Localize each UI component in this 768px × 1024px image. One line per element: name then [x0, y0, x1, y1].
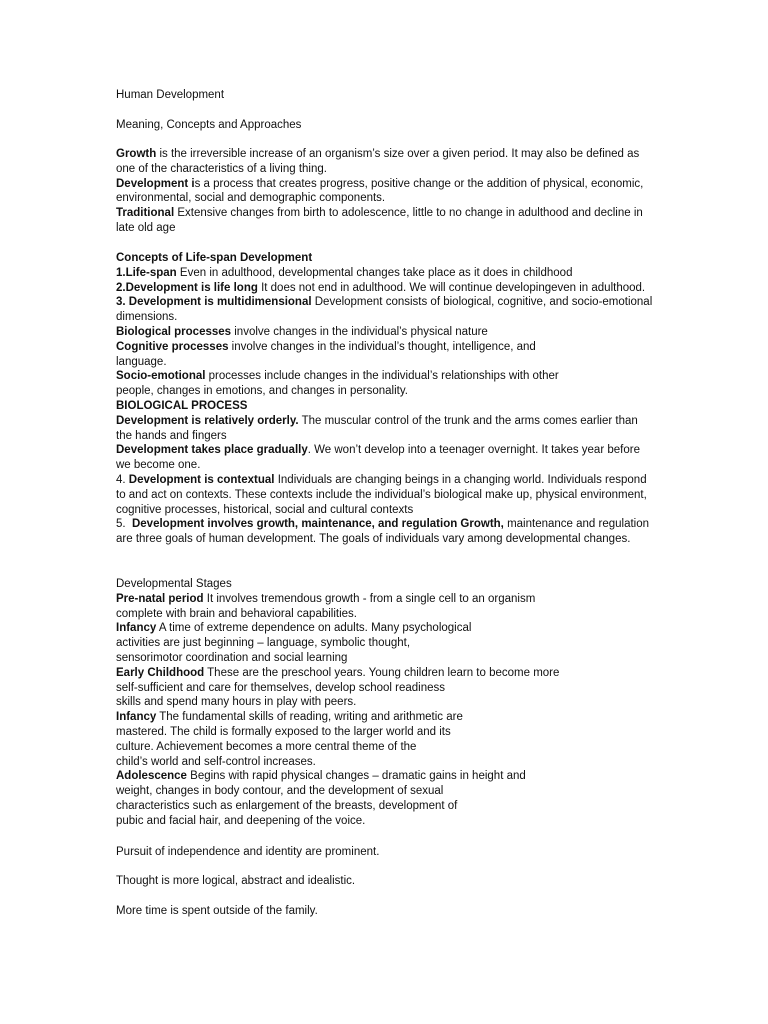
stage-paragraph: Infancy A time of extreme dependence on adults. Many psychological activities are just beginning – language, symbolic thought, sensorimotor coordination and social learning	[116, 622, 472, 664]
concept-paragraph: Socio-emotional processes include changes in the individual’s relationships with other people, changes in emotions, and changes in personality.	[116, 370, 559, 398]
stage-paragraph: Early Childhood These are the preschool years. Young children learn to become more self-sufficient and care for themselves, develop school readiness skills and spend many hours in play with peers.	[116, 666, 560, 709]
definition-paragraph	[116, 147, 656, 177]
stage-paragraph: Infancy The fundamental skills of reading, writing and arithmetic are mastered. The child is formally exposed to the larger world and its culture. Achievement becomes a more central theme of the child’s world and self-control increases.	[116, 711, 463, 768]
concepts-section	[116, 251, 656, 547]
definition-paragraph	[116, 177, 656, 207]
definition-term: Growth	[116, 148, 157, 160]
definition-text: Extensive changes from birth to adolescence, little to no change in adulthood and decline in late old age	[116, 207, 643, 234]
concept-paragraph: Development is relatively orderly. The muscular control of the trunk and the arms comes earlier than the hands and fingers	[116, 414, 638, 442]
concept-subheading: BIOLOGICAL PROCESS	[116, 399, 248, 412]
concept-paragraph: 5. Development involves growth, maintenance, and regulation Growth, maintenance and regulation are three goals of human development. The goals of individuals vary among developmental changes.	[116, 518, 650, 546]
definition-paragraph	[116, 206, 656, 236]
stage-paragraph: Pre-natal period It involves tremendous growth - from a single cell to an organism complete with brain and behavioral capabilities.	[116, 592, 536, 620]
concept-paragraph: Biological processes involve changes in the individual’s physical nature	[116, 325, 488, 338]
definition-term: Development i	[116, 177, 195, 190]
definitions-section	[116, 147, 656, 236]
closing-line: More time is spent outside of the family.	[116, 905, 318, 917]
concept-paragraph: 4. Development is contextual Individuals are changing beings in a changing world. Individuals respond to and act on contexts. These contexts include the individual’s biological make up, physical environment, cognitive processes, historical, social and cultural contexts	[116, 473, 647, 516]
closing-line: Thought is more logical, abstract and idealistic.	[116, 875, 356, 887]
concept-paragraph: 1.Life-span Even in adulthood, developmental changes take place as it does in childhood	[116, 266, 573, 279]
closing-line: Pursuit of independence and identity are prominent.	[116, 846, 380, 858]
stages-section	[116, 577, 656, 829]
concept-paragraph: 3. Development is multidimensional Development consists of biological, cognitive, and socio-emotional dimensions.	[116, 296, 653, 324]
document-subtitle: Meaning, Concepts and Approaches	[116, 119, 302, 131]
concepts-heading: Concepts of Life-span Development	[116, 252, 313, 264]
concept-paragraph: Development takes place gradually. We won’t develop into a teenager overnight. It takes year before we become one.	[116, 444, 640, 472]
concept-paragraph: Cognitive processes involve changes in the individual’s thought, intelligence, and language.	[116, 340, 536, 368]
definition-text: s a process that creates progress, positive change or the addition of physical, economic, environmental, social and demographic components.	[116, 177, 644, 205]
document-title: Human Development	[116, 89, 225, 101]
definition-text: is the irreversible increase of an organism’s size over a given period. It may also be defined as one of the characteristics of a living thing.	[116, 148, 640, 175]
concept-paragraph: 2.Development is life long It does not end in adulthood. We will continue developingeven in adulthood.	[116, 281, 646, 294]
stage-paragraph: Adolescence Begins with rapid physical changes – dramatic gains in height and weight, changes in body contour, and the development of sexual characteristics such as enlargement of the breasts, development of pubic and facial hair, and deepening of the voice.	[116, 770, 526, 827]
stages-heading: Developmental Stages	[116, 578, 232, 590]
definition-term: Traditional	[116, 207, 175, 220]
